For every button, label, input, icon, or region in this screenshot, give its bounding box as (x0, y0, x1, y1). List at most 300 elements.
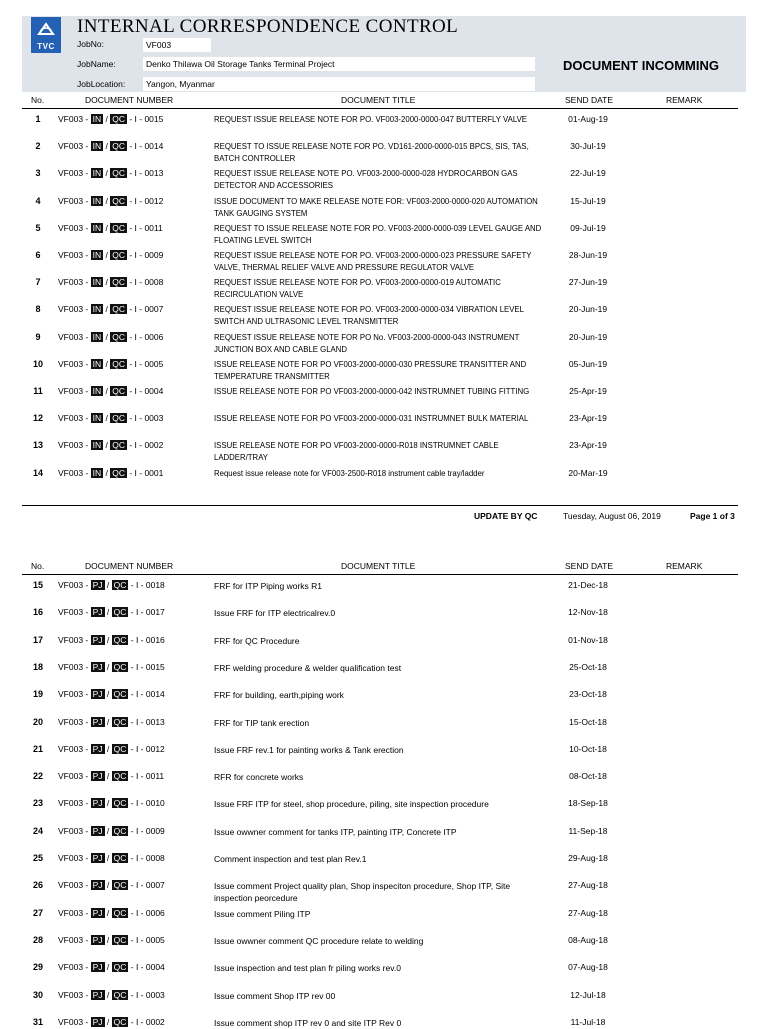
col-document-number: DOCUMENT NUMBER (85, 95, 174, 105)
document-number: VF003 - IN / QC - I - 0008 (58, 277, 164, 288)
doc-prefix: VF003 (58, 798, 84, 809)
doc-suffix: I (134, 386, 137, 396)
document-number: VF003 - PJ / QC - I - 0012 (58, 743, 165, 754)
doc-prefix: VF003 (58, 277, 84, 288)
send-date: 05-Jun-19 (568, 358, 608, 369)
doc-serial: 0009 (145, 825, 165, 836)
document-number: VF003 - IN / QC - I - 0005 (58, 358, 164, 369)
document-number: VF003 - PJ / QC - I - 0008 (58, 853, 165, 863)
dept-tag: QC (112, 168, 125, 179)
document-number: VF003 - IN / QC - I - 0015 (58, 114, 164, 124)
row-number: 13 (32, 440, 43, 451)
doc-suffix: I (134, 222, 137, 233)
send-date: 22-Jul-19 (570, 168, 606, 179)
doc-type-tag: PJ (92, 607, 103, 618)
doc-type-tag: PJ (92, 825, 103, 836)
document-number: VF003 - PJ / QC - I - 0007 (58, 880, 165, 891)
document-number: VF003 - PJ / QC - I - 0017 (58, 607, 165, 618)
dept-tag: QC (112, 467, 125, 478)
doc-prefix: VF003 (58, 386, 84, 396)
document-number: VF003 - IN / QC - I - 0013 (58, 168, 164, 179)
document-title: ISSUE RELEASE NOTE FOR PO VF003-2000-0000-031 INSTRUMNET BULK MATERIAL (214, 414, 529, 424)
send-date: 27-Aug-18 (568, 907, 608, 918)
send-date: 07-Aug-18 (568, 962, 608, 973)
doc-suffix: I (134, 277, 137, 288)
document-title: Issue comment Piling ITP (214, 908, 311, 919)
send-date: 12-Nov-18 (568, 607, 608, 618)
doc-type-tag: IN (92, 358, 102, 369)
doc-type-tag: IN (92, 168, 102, 179)
doc-suffix: I (134, 250, 137, 260)
doc-type-tag: IN (92, 440, 102, 451)
dept-tag: QC (112, 141, 125, 152)
document-number: VF003 - IN / QC - I - 0011 (58, 222, 163, 233)
doc-suffix: I (135, 853, 139, 863)
row-number: 16 (32, 607, 43, 618)
company-logo (31, 17, 61, 53)
document-number: VF003 - PJ / QC - I - 0015 (58, 661, 165, 672)
row-number: 30 (32, 989, 43, 1000)
row-number: 4 (35, 195, 41, 206)
doc-suffix: I (135, 689, 139, 700)
doc-serial: 0014 (144, 141, 164, 152)
doc-serial: 0007 (145, 880, 165, 891)
dept-tag: QC (112, 114, 125, 124)
doc-serial: 0018 (145, 580, 165, 590)
doc-prefix: VF003 (58, 250, 84, 260)
dept-tag: QC (113, 743, 127, 754)
doc-suffix: I (134, 114, 137, 124)
doc-serial: 0004 (144, 386, 164, 396)
doc-prefix: VF003 (58, 689, 84, 700)
doc-serial: 0015 (145, 661, 165, 672)
doc-serial: 0013 (145, 716, 165, 727)
doc-prefix: VF003 (58, 413, 84, 424)
dept-tag: QC (113, 962, 127, 973)
document-number: VF003 - PJ / QC - I - 0013 (58, 716, 165, 727)
doc-serial: 0008 (144, 277, 164, 288)
document-number: VF003 - IN / QC - I - 0012 (58, 195, 164, 206)
doc-prefix: VF003 (58, 661, 84, 672)
doc-type-tag: PJ (92, 743, 103, 754)
doc-type-tag: PJ (92, 853, 103, 863)
doc-prefix: VF003 (58, 580, 84, 590)
send-date: 21-Dec-18 (568, 580, 608, 590)
logo-mark-icon (35, 21, 57, 39)
document-title: Issue inspection and test plan fr piling works rev.0 (214, 963, 401, 974)
doc-suffix: I (134, 413, 137, 424)
document-title: Issue comment Project quality plan, Shop inspeciton procedure, Shop ITP, Site inspection peorcedure (214, 881, 511, 904)
job-location-field[interactable]: Yangon, Myanmar (143, 77, 535, 91)
doc-type-tag: PJ (92, 634, 103, 645)
document-number: VF003 - IN / QC - I - 0009 (58, 250, 164, 260)
document-title: Issue comment shop ITP rev 0 and site ITP Rev 0 (214, 1017, 402, 1028)
doc-prefix: VF003 (58, 825, 84, 836)
col-remark: REMARK (666, 561, 703, 571)
doc-prefix: VF003 (58, 907, 84, 918)
document-number: VF003 - PJ / QC - I - 0003 (58, 989, 165, 1000)
doc-prefix: VF003 (58, 168, 84, 179)
doc-type-tag: PJ (92, 934, 103, 945)
job-name-label: JobName: (77, 59, 116, 69)
doc-prefix: VF003 (58, 440, 84, 451)
send-date: 01-Aug-19 (568, 114, 608, 124)
dept-tag: QC (112, 331, 125, 342)
doc-serial: 0005 (145, 934, 165, 945)
document-number: VF003 - PJ / QC - I - 0005 (58, 934, 165, 945)
dept-tag: QC (112, 195, 125, 206)
send-date: 20-Jun-19 (568, 304, 608, 315)
document-number: VF003 - PJ / QC - I - 0009 (58, 825, 165, 836)
document-title: ISSUE RELEASE NOTE FOR PO VF003-2000-0000-R018 INSTRUMNET CABLE LADDER/TRAY (214, 441, 499, 463)
document-title: Issue FRF ITP for steel, shop procedure, piling, site inspection procedure (214, 799, 489, 810)
doc-prefix: VF003 (58, 358, 84, 369)
doc-type-tag: PJ (92, 962, 103, 973)
doc-suffix: I (134, 141, 137, 152)
doc-type-tag: IN (92, 195, 102, 206)
doc-prefix: VF003 (58, 853, 84, 863)
doc-prefix: VF003 (58, 114, 84, 124)
doc-prefix: VF003 (58, 880, 84, 891)
dept-tag: QC (113, 934, 127, 945)
document-title: RFR for concrete works (214, 772, 304, 783)
doc-suffix: I (134, 467, 137, 478)
doc-prefix: VF003 (58, 716, 84, 727)
doc-prefix: VF003 (58, 934, 84, 945)
col-send-date: SEND DATE (565, 95, 614, 105)
doc-suffix: I (135, 771, 139, 782)
doc-serial: 0011 (144, 222, 163, 233)
doc-serial: 0010 (145, 798, 165, 809)
col-remark: REMARK (666, 95, 703, 105)
page-indicator: Page 1 of 3 (690, 511, 735, 521)
dept-tag: QC (113, 880, 127, 891)
col-no: No. (31, 561, 45, 571)
col-no: No. (31, 95, 45, 105)
document-title: REQUEST TO ISSUE RELEASE NOTE FOR PO. VD161-2000-0000-015 BPCS, SIS, TAS, BATCH CONTROLLER (214, 142, 529, 164)
dept-tag: QC (112, 250, 125, 260)
doc-suffix: I (135, 1016, 139, 1027)
doc-serial: 0009 (144, 250, 164, 260)
doc-serial: 0002 (145, 1016, 165, 1027)
doc-suffix: I (134, 304, 137, 315)
row-number: 20 (32, 716, 43, 727)
doc-prefix: VF003 (58, 141, 84, 152)
dept-tag: QC (113, 716, 127, 727)
document-title: REQUEST ISSUE RELEASE NOTE FOR PO. VF003-2000-0000-047 BUTTERFLY VALVE (214, 115, 528, 124)
row-number: 25 (32, 853, 43, 863)
document-number: VF003 - PJ / QC - I - 0014 (58, 689, 165, 700)
dept-tag: QC (112, 413, 125, 424)
send-date: 23-Apr-19 (569, 440, 607, 451)
doc-serial: 0008 (145, 853, 165, 863)
dept-tag: QC (112, 358, 125, 369)
document-title: Request issue release note for VF003-2500-R018 instrument cable tray/ladder (214, 468, 485, 478)
row-number: 15 (32, 580, 43, 590)
document-number: VF003 - IN / QC - I - 0003 (58, 413, 164, 424)
doc-prefix: VF003 (58, 222, 84, 233)
doc-prefix: VF003 (58, 743, 84, 754)
document-title: ISSUE RELEASE NOTE FOR PO VF003-2000-0000-042 INSTRUMNET TUBING FITTING (214, 387, 530, 396)
document-title: Issue comment Shop ITP rev 00 (214, 990, 336, 1001)
row-number: 12 (32, 413, 43, 424)
document-type-banner: DOCUMENT INCOMMING (563, 58, 719, 73)
dept-tag: QC (113, 798, 127, 809)
job-location-label: JobLocation: (77, 79, 126, 89)
doc-suffix: I (134, 168, 137, 179)
dept-tag: QC (113, 634, 127, 645)
row-number: 26 (32, 880, 43, 891)
doc-suffix: I (135, 607, 139, 618)
doc-suffix: I (135, 743, 139, 754)
dept-tag: QC (113, 853, 127, 863)
doc-serial: 0012 (144, 195, 164, 206)
row-number: 18 (32, 661, 43, 672)
document-number: VF003 - PJ / QC - I - 0002 (58, 1016, 165, 1027)
dept-tag: QC (113, 580, 127, 590)
send-date: 15-Oct-18 (569, 716, 607, 727)
row-number: 14 (32, 467, 43, 478)
doc-prefix: VF003 (58, 634, 84, 645)
row-number: 3 (35, 168, 41, 179)
send-date: 11-Sep-18 (568, 825, 608, 836)
doc-type-tag: IN (92, 386, 102, 396)
dept-tag: QC (112, 277, 125, 288)
row-number: 9 (35, 331, 41, 342)
send-date: 12-Jul-18 (570, 989, 606, 1000)
row-number: 7 (35, 277, 41, 288)
document-title: FRF for ITP Piping works R1 (214, 581, 323, 591)
row-number: 2 (35, 141, 41, 152)
document-title: Issue FRF rev.1 for painting works & Tank erection (214, 744, 404, 755)
doc-type-tag: IN (92, 141, 102, 152)
document-title: REQUEST ISSUE RELEASE NOTE PO. VF003-2000-0000-028 HYDROCARBON GAS DETECTOR AND ACCESSORIES (214, 169, 518, 191)
doc-serial: 0002 (144, 440, 164, 451)
doc-suffix: I (135, 716, 139, 727)
document-title: Issue owwner comment for tanks ITP, painting ITP, Concrete ITP (214, 826, 457, 837)
doc-serial: 0012 (145, 743, 165, 754)
send-date: 08-Oct-18 (569, 771, 607, 782)
doc-serial: 0007 (144, 304, 164, 315)
dept-tag: QC (113, 689, 127, 700)
dept-tag: QC (113, 907, 127, 918)
send-date: 25-Apr-19 (569, 386, 607, 396)
send-date: 27-Aug-18 (568, 880, 608, 891)
doc-type-tag: PJ (92, 716, 103, 727)
send-date: 30-Jul-19 (570, 141, 606, 152)
row-number: 21 (32, 743, 43, 754)
document-title: REQUEST ISSUE RELEASE NOTE FOR PO. VF003-2000-0000-019 AUTOMATIC RECIRCULATION VALVE (214, 278, 501, 300)
document-title: REQUEST ISSUE RELEASE NOTE FOR PO No. VF003-2000-0000-043 INSTRUMENT JUNCTION BOX AND CABLE GLAND (214, 332, 520, 354)
document-number: VF003 - IN / QC - I - 0004 (58, 386, 164, 396)
doc-prefix: VF003 (58, 771, 84, 782)
row-number: 5 (35, 222, 41, 233)
dept-tag: QC (113, 825, 127, 836)
doc-serial: 0004 (145, 962, 165, 973)
document-title: REQUEST ISSUE RELEASE NOTE FOR PO. VF003-2000-0000-034 VIBRATION LEVEL SWITCH AND ULTRASONIC LEVEL TRANSMITTER (214, 305, 524, 327)
document-title: ISSUE DOCUMENT TO MAKE RELEASE NOTE FOR: VF003-2000-0000-020 AUTOMATION TANK GAUGING SYSTEM (214, 196, 538, 218)
doc-serial: 0015 (144, 114, 164, 124)
doc-serial: 0011 (145, 771, 165, 782)
doc-type-tag: PJ (92, 1016, 103, 1027)
header-rule (22, 108, 738, 109)
doc-suffix: I (135, 580, 139, 590)
col-document-number: DOCUMENT NUMBER (85, 561, 174, 571)
col-send-date: SEND DATE (565, 561, 614, 571)
document-title: ISSUE RELEASE NOTE FOR PO VF003-2000-0000-030 PRESSURE TRANSITTER AND TEMPERATURE TRANSMITTER (214, 359, 527, 381)
document-title: Comment inspection and test plan Rev.1 (214, 854, 367, 864)
document-number: VF003 - PJ / QC - I - 0010 (58, 798, 165, 809)
row-number: 10 (32, 358, 43, 369)
send-date: 10-Oct-18 (569, 743, 607, 754)
doc-type-tag: IN (92, 467, 102, 478)
dept-tag: QC (112, 222, 125, 233)
doc-suffix: I (134, 440, 137, 451)
document-title: REQUEST ISSUE RELEASE NOTE FOR PO. VF003-2000-0000-023 PRESSURE SAFETY VALVE, THERMAL RELIEF VALVE AND PRESSURE REGULATOR VALVE (214, 251, 532, 272)
doc-serial: 0006 (144, 331, 164, 342)
doc-type-tag: IN (92, 222, 102, 233)
dept-tag: QC (113, 771, 127, 782)
update-date: Tuesday, August 06, 2019 (563, 511, 661, 521)
row-number: 29 (32, 962, 43, 973)
document-number: VF003 - IN / QC - I - 0001 (58, 467, 164, 478)
document-title: FRF for QC Procedure (214, 635, 300, 646)
document-number: VF003 - IN / QC - I - 0002 (58, 440, 164, 451)
doc-serial: 0003 (144, 413, 164, 424)
document-number: VF003 - PJ / QC - I - 0004 (58, 962, 165, 973)
doc-serial: 0005 (144, 358, 164, 369)
send-date: 11-Jul-18 (570, 1016, 606, 1027)
doc-prefix: VF003 (58, 195, 84, 206)
doc-suffix: I (135, 825, 139, 836)
doc-serial: 0014 (145, 689, 165, 700)
col-document-title: DOCUMENT TITLE (341, 95, 416, 105)
document-title: Issue owwner comment QC procedure relate to welding (214, 935, 424, 946)
doc-suffix: I (135, 880, 139, 891)
row-number: 1 (35, 114, 41, 124)
row-number: 6 (35, 250, 41, 260)
dept-tag: QC (112, 440, 125, 451)
dept-tag: QC (112, 304, 125, 315)
row-number: 8 (35, 304, 41, 315)
send-date: 25-Oct-18 (569, 661, 607, 672)
doc-prefix: VF003 (58, 1016, 84, 1027)
doc-serial: 0001 (144, 467, 164, 478)
doc-suffix: I (135, 989, 139, 1000)
send-date: 08-Aug-18 (568, 934, 608, 945)
doc-type-tag: PJ (92, 661, 103, 672)
doc-suffix: I (134, 331, 137, 342)
document-number: VF003 - IN / QC - I - 0014 (58, 141, 164, 152)
doc-suffix: I (135, 934, 139, 945)
doc-serial: 0003 (145, 989, 165, 1000)
doc-type-tag: PJ (92, 989, 103, 1000)
doc-prefix: VF003 (58, 607, 84, 618)
doc-type-tag: IN (92, 277, 102, 288)
page-title: INTERNAL CORRESPONDENCE CONTROL (77, 16, 459, 37)
doc-suffix: I (135, 661, 139, 672)
document-number: VF003 - IN / QC - I - 0007 (58, 304, 164, 315)
doc-serial: 0013 (144, 168, 164, 179)
send-date: 23-Apr-19 (569, 413, 607, 424)
doc-serial: 0017 (145, 607, 165, 618)
send-date: 29-Aug-18 (568, 853, 608, 863)
doc-suffix: I (135, 634, 139, 645)
row-number: 11 (33, 386, 43, 396)
job-no-label: JobNo: (77, 39, 104, 49)
header-rule (22, 574, 738, 575)
doc-type-tag: PJ (92, 880, 103, 891)
doc-type-tag: IN (92, 114, 102, 124)
document-number: VF003 - PJ / QC - I - 0018 (58, 580, 165, 590)
document-title: FRF welding procedure & welder qualification test (214, 662, 402, 673)
row-number: 28 (32, 934, 43, 945)
row-number: 31 (32, 1016, 43, 1027)
doc-prefix: VF003 (58, 331, 84, 342)
document-title: FRF for building, earth,piping work (214, 690, 344, 701)
dept-tag: QC (113, 989, 127, 1000)
update-by: UPDATE BY QC (474, 511, 538, 521)
doc-serial: 0016 (145, 634, 165, 645)
send-date: 28-Jun-19 (568, 250, 608, 260)
send-date: 18-Sep-18 (568, 798, 608, 809)
send-date: 09-Jul-19 (570, 222, 606, 233)
row-number: 22 (32, 771, 43, 782)
row-number: 24 (32, 825, 43, 836)
doc-type-tag: IN (92, 331, 102, 342)
document-number: VF003 - PJ / QC - I - 0006 (58, 907, 165, 918)
document-number: VF003 - PJ / QC - I - 0011 (58, 771, 165, 782)
doc-type-tag: PJ (92, 689, 103, 700)
doc-suffix: I (135, 798, 139, 809)
doc-prefix: VF003 (58, 304, 84, 315)
dept-tag: QC (113, 661, 127, 672)
col-document-title: DOCUMENT TITLE (341, 561, 416, 571)
doc-suffix: I (135, 907, 139, 918)
doc-prefix: VF003 (58, 467, 84, 478)
row-number: 19 (32, 689, 43, 700)
doc-type-tag: IN (92, 304, 102, 315)
doc-suffix: I (135, 962, 139, 973)
row-number: 23 (32, 798, 43, 809)
footer-rule (22, 505, 738, 506)
dept-tag: QC (113, 1016, 127, 1027)
send-date: 15-Jul-19 (570, 195, 606, 206)
dept-tag: QC (113, 607, 127, 618)
doc-type-tag: PJ (92, 907, 103, 918)
send-date: 20-Jun-19 (568, 331, 608, 342)
doc-prefix: VF003 (58, 989, 84, 1000)
doc-serial: 0006 (145, 907, 165, 918)
doc-prefix: VF003 (58, 962, 84, 973)
logo-text: TVC (37, 42, 55, 51)
document-title: FRF for TIP tank erection (214, 717, 310, 728)
document-title: Issue FRF for ITP electricalrev.0 (214, 608, 336, 619)
doc-type-tag: PJ (92, 580, 103, 590)
doc-type-tag: PJ (92, 798, 103, 809)
row-number: 17 (32, 634, 43, 645)
job-no-field[interactable]: VF003 (143, 38, 211, 52)
doc-suffix: I (134, 358, 137, 369)
send-date: 01-Nov-18 (568, 634, 608, 645)
doc-type-tag: IN (92, 413, 102, 424)
doc-type-tag: IN (92, 250, 102, 260)
dept-tag: QC (112, 386, 125, 396)
send-date: 23-Oct-18 (569, 689, 607, 700)
doc-suffix: I (134, 195, 137, 206)
document-number: VF003 - IN / QC - I - 0006 (58, 331, 164, 342)
job-name-field[interactable]: Denko Thilawa Oil Storage Tanks Terminal Project (143, 57, 535, 71)
